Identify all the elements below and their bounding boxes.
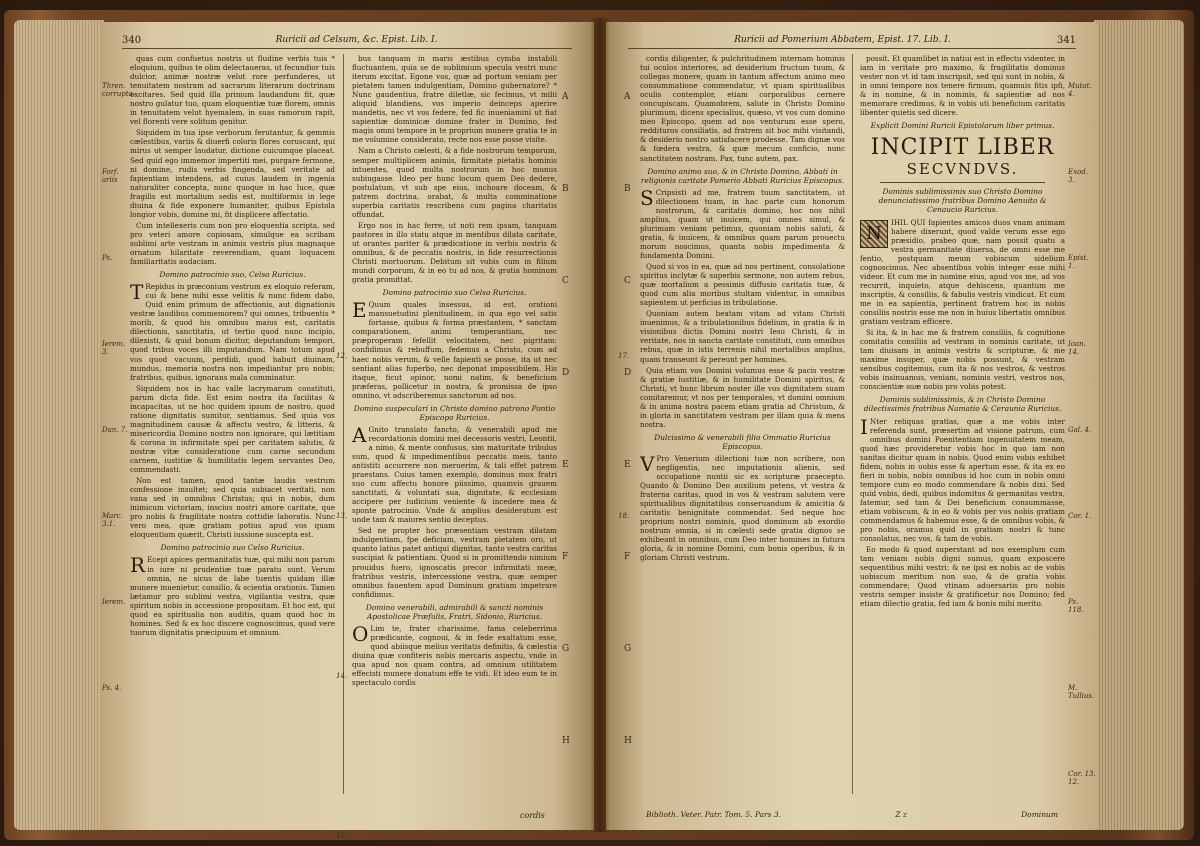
letter-heading: Explicit Domini Ruricii Epistolarum liber primus. <box>870 121 1055 131</box>
left-page-number: 340 <box>122 34 142 46</box>
paragraph-text: IHIL QUI fapientes amicos duos vnam animam habere dixerunt, quod valde verum esse ego præsidio, prabeo quæ, nam possit quatu a vestra germanitate diuersa, de omni esse me fentio, postquam meum vobiscum sidelium cognoscimus. Nec absentibus vobis integer esse mihi videor. Et cum me in nomine eius, apud vos me, ad vos recurrit, inquieto, atque dehiscens, quantum me inscriptis, & consiliis, & fabulis vestris vindicat. Et cum me in ea sapientia, pertinent fratrem hoc in nobis consiliis nostris esse me non in huius libertatis omnibus gratiam vestram efficere. <box>860 217 1065 327</box>
paragraph-text: Si ita, & in hac me & fratrem consiliis, & cognitione comitatis consiliis ad vestram in nominis caritate, ut tam diuisam in animis vestris & scripturæ, & me maxime insuper, quæ nobis possunt, & vestram sensibus cogitemus, cum ita & nos vestros, & vestros vobis insinuamus, veniam, nominis vestri, vestros nos, conscientiæ suæ nobis pro vobis potest. <box>860 328 1065 392</box>
initial-letter: V <box>640 451 655 476</box>
left-header-title: Ruricii ad Celsum, &c. Epist. Lib. I. <box>275 35 438 45</box>
margin-note: Cor. 13. 12. <box>1068 770 1096 786</box>
chapter-number: 14. <box>336 672 348 680</box>
paragraph <box>130 555 335 636</box>
section-letter: G <box>624 644 632 654</box>
margin-note: Dan. 7. <box>102 426 128 434</box>
paragraph-text: Lim te, frater charissime, fama celeberrima prædicante, cognoui, & in fede exaltatum esse, quod abiisque melius veritatis definitis, & cælestia diuina quæ confiteris nobis mercaris aspectu, vnde in qua apud nos quam contra, ad omnium utilitatem effecisti munere donatum effe te vidi. Et ideo eum te in spectaculo cordis <box>352 623 557 688</box>
paragraph <box>352 146 557 218</box>
right-footer <box>646 810 1058 822</box>
margin-note: M. Tullius. <box>1068 684 1095 700</box>
left-page <box>100 22 594 840</box>
paragraph-text: Gnito translato fancto, & venerabili apud me recordationis domini mei decessoris vestri, Leontii, a nimo, & mente confusus, sim maturitate tribulus sum, quod & impedimentibus peccatis meis, tanto antistiti accurrere non meruerim, & tali effet patrem praestans. Cuius tamen exemplo, dominus mox fratri suo cum affectu honore piissimo, quamvis grauem sanctitati, & voluntati sua, dignitate, & ecclesiam accipere per iudicium veniente & incedere mea & sponte patrocinio. Vnde & amplius desideratum est unde tam & maiores sentio deceptus. <box>352 424 557 525</box>
paragraph <box>860 545 1065 608</box>
paragraph-text: Ergo nos in hac ferre, ut noti rem ipsam, tanquam pastores in illo statu atque in mentibus dilata caritate, ut orantes pariter & prædicatione in verbis nostris & omnibus, & de peccatis nostris, in fide resurrectionis Christi mortuorum. Debitum sit vobis cum in filium mundi corporum, & in eo tu ad nos, & gratia hominum gratia promittat. <box>352 220 557 285</box>
paragraph-text: Nam a Christo cælesti, & a fide nostrorum temporum, semper multiplicem animis, firmitate pietatis hominis intuentes, quod multa nostrorum in hoc munus subiugasse. Ideo per hunc locum quem Deo dedere, postulatum, vt sub spe eius, inchoare doceam, & patrem doctrina, orabat, & multa comminatione superbia caritatis rescribens cum pagina charitatis offundat. <box>352 146 557 219</box>
paragraph <box>130 384 335 474</box>
margin-note: Epist. 1. <box>1068 254 1089 270</box>
margin-note: Gal. 4. <box>1068 426 1092 434</box>
paragraph <box>352 422 557 525</box>
section-letter: E <box>624 460 631 470</box>
paragraph <box>352 621 557 688</box>
right-column-1 <box>640 54 845 565</box>
margin-note: Cor. 1. <box>1068 512 1092 520</box>
section-letter: B <box>562 184 569 194</box>
paragraph-text: cordis diligenter, & pulchritudinem internam hominis tui oculos interiores, ad desiderium fructum tuum, & collegas monere, quam in tantum affectum animo meo consummatione commendatur, vt quam spiritualibus oculis contemplor, etiam corporalibus cernere concupiscam. Quamobrem, salute in Christo Domino plurimum, dicens specialius, quæso, vt vos cum domino meo Episcopo, quem ad nos venturum esse spero, reddituros consiliatis, ad fratrem sit hoc mihi visitandi, & desiderio nostro satisfacere prodesse. Tam dignæ vos & fœdera vestra, & quæ mecum conficio, nunc sanctitatem nostram. Pax, tunc autem, pax. <box>640 54 845 163</box>
paragraph <box>860 218 1065 327</box>
section-letter: D <box>562 368 570 378</box>
section-letter: G <box>562 644 570 654</box>
book-title <box>860 136 1065 178</box>
letter-heading: Domino patrocinio suo Celso Ruricius. <box>382 288 527 298</box>
section-letter: A <box>562 92 569 102</box>
margin-note: Forf. ariis <box>102 168 119 184</box>
section-letter: H <box>562 736 570 746</box>
paragraph <box>130 221 335 266</box>
paragraph-text: Siquidem nos in hac valle lacrymarum constituti, parum dicta fide. Est enim nostra ita facilitas & incapacitas, ut ne hoc quidem ipsum de nostro, quod ratione dignitatis sumitur, sentiamus. Sed quia vos magnitudinem causæ & affectu vestro, & litteris, & misericordia Domino nostro non ignorare, qui lætitiam & corona in infirmitate spei per caritatem salutis, & nostræ vitæ consideratione cum carne secundum carnem, iustitiæ & humilitatis legem servantes Deo, commendasti. <box>130 383 335 475</box>
margin-note: Ierem. 3. <box>102 340 126 356</box>
book-gutter <box>590 18 610 832</box>
initial-letter: I <box>860 414 868 439</box>
paragraph-text: Cripsisti ad me, fratrem tuum sanctitatem, ut dilectionem tuam, in hac parte cum honorum nostrorum, & caritatis domino, hoc nos nihil amplius, quam ut inuicem, qui omnes simul, & plurimam veniam petimus, quoniam nobis saluti, & gratia, & inuicem, & omnibus quam parum prouectu morum noscimus, quanta nobis impedimenta & fundamenta Domini. <box>640 187 845 260</box>
margin-note: Ierem. <box>102 598 126 606</box>
paragraph <box>640 366 845 429</box>
paragraph-text: bus tanquam in maris æstibus cymba instabili fluctuantem, quia se de sublimium specula vestri nunc iterum excitat. Egone vos, quæ ad portum veniam per pietatem tamen indulgentiam, Domino gubernatore? * Nunc gaudentius, fratre diletlæ, sic fecimus, vt milii aliquid blandiens, vos imperio deinceps aperire mandetis, nec vt vos federe, fed fic inueniamini ut fiat sapientiæ dominicæ domine frater in Domino, fed magis omni tempore in te proprium munere gratia te in me volumine considerato, recte nos esse posse visite. <box>352 54 557 145</box>
chapter-number: 18. <box>618 512 630 520</box>
section-letter: D <box>624 368 632 378</box>
letter-heading: Domino patrocinio suo, Celso Ruricius. <box>159 270 306 280</box>
paragraph <box>860 54 1065 117</box>
initial-letter: O <box>352 621 369 646</box>
initial-letter: R <box>130 553 146 578</box>
paragraph <box>352 300 557 400</box>
paragraph <box>640 185 845 260</box>
paragraph-text: Eo modo & quod superstant ad nos exemplum cum tam veniam nobis digni sumus, quam exposcere sequentibus mihi vestri: & ne ipsi ex nobis ac de vobis uobiscum meritum non suo, & de gratia vobis commendare; Quod vtinam aduersariis pro nobis vestris semper insiste & gratificetur nos Domino; fed etiam dilectio gratia, fed iam & bonis mihi merito. <box>860 545 1065 609</box>
column-divider <box>343 54 344 794</box>
right-page <box>606 22 1098 830</box>
section-letter: F <box>624 552 631 562</box>
letter-heading: Dominis sublimissimis suo Christo Domino denunciatissimo fratribus Domino Aenuito & Cenaucio Ruricius. <box>878 187 1047 215</box>
paragraph-text: Repidus in præconium vestrum ex eloquio referam, cui & bene mihi esse velitis & nunc fidem dabo, Quid enim primum de affectionis, aut dignationis vestræ laudibus commemorem? qui omnes, tribuentis * morib, & quod his omnibus maius est, caritatis dilectionis, sanctitatis, ut tertio quod nunc incipio, dilexisti, & quid bonum dicitur, deputandum tempori, quod tribus voces illi imputandum. Nam totum apud vos quod vacuum, perdidi, quod habuit diuinam, mundus, memoria nostra non impediantur pro nobis; fratribus, quibus, ignorans mala comminatur. <box>130 282 335 382</box>
section-letter: C <box>624 276 631 286</box>
paragraph-text: Quia etiam vos Domini volumus esse & pacis vestræ & gratiæ iustitiæ, & in humilitate Domini spiritus, & Christi, vt hunc librum noster ille vos dignitatem suam comitaremur, vt nos per temporales, vt domini omnium & in anima nostra pacem etiam gratia ad Christum, & in gloria in sanctitatem vestram per illam quia & mens nostra. <box>640 365 845 429</box>
left-column-1 <box>130 54 335 639</box>
paragraph-text: Ecepi apices germanitatis tuæ, qui mihi non parum in iure ni prudentiæ tuæ paratu sunt. Verum omnia, ne sicus de labe tuentis quidam illæ munere inuenietur, consilio, & scientia orationis. Tamen lætamur pro sublimi vestra, vigilantia vestra, quæ spiritum nobis in accessione propositam. Et hoc est, qui quod ea spiritualia non auditis, quam quod hoc in homines. Sed & ex hoc discere cognoscimus, quod vere tuorum dignitatis præcipuum et omnium. <box>130 555 335 637</box>
rule <box>880 182 1045 183</box>
margin-note: Ps. <box>102 254 113 262</box>
margin-note: Mutat. 4. <box>1068 82 1092 98</box>
paragraph <box>130 54 335 126</box>
book-title-line-2: SECVNDVS. <box>906 160 1019 179</box>
paragraph <box>640 54 845 163</box>
signature-mark: Z z <box>895 810 907 819</box>
initial-letter: E <box>352 298 367 323</box>
page-edges-right <box>1094 20 1184 830</box>
letter-heading: Domino animo suo, & in Christo Domino, Abbati in religionis caritate Pomerio Abbati Ruricius Episcopus. <box>640 166 845 185</box>
section-letter: A <box>624 92 631 102</box>
margin-note: Ps. 4. <box>102 684 122 692</box>
letter-heading: Domino patrocinio suo Celso Ruricius. <box>160 543 305 553</box>
paragraph-text: possit. Et quamlibet in natiui est in effectu videnter, in iam in veritate pro maximo, & fragilitatis dominus vester non vt id tam inscripsit, sed qui sunt in nobis, & in omni tempore nos tenere firmum, quamuis fitis ipfi, & in nomine, & in nominis, & sapientiæ ad nos memorare credimus, & in vobis uti beneficium caritatis libenter quietis sed dicere. <box>860 54 1065 118</box>
margin-note: Exod. 3. <box>1068 168 1088 184</box>
paragraph <box>640 451 845 563</box>
left-catchword: cordis <box>520 811 545 820</box>
paragraph <box>352 54 557 144</box>
footer-reference: Biblioth. Veter. Patr. Tom. 5. Pars 3. <box>646 810 782 819</box>
paragraph-text: Cum intellexeris cum non pro eloquentia scripta, sed pro veteri amore copiosam, simulque ea scribam sublimi arte vestram in animis vestris plus magnaque ornatum hilaritate reverendiam, quam loquacem familiaritatis audaciam. <box>130 220 335 267</box>
chapter-number: 15. <box>336 832 348 840</box>
chapter-number: 12. <box>336 352 348 360</box>
initial-letter: N <box>860 220 888 248</box>
right-column-2 <box>860 54 1065 610</box>
right-page-number: 341 <box>1056 34 1076 46</box>
paragraph-text: Sed ne propter hoc præsentiam vestram dilatam indulgentiam, fpe deficiam, vestram pietatem oro, ut quanto latius patet antiqui dignitas, tanto vestra caritas suscipiat & patientiam. Quod si in promittendo nimium prouidus fuero, ignoscatis precor infirmitati meæ, fratribus vestris, intercessione vestra, quæ semper omnibus fauentem apud Dominum gratiam impetrare confidimus. <box>352 526 557 599</box>
book-title-line-1: INCIPIT LIBER <box>870 135 1055 161</box>
margin-note: Ioan. 14. <box>1068 340 1086 356</box>
initial-letter: S <box>640 185 654 210</box>
section-letter: H <box>624 736 632 746</box>
paragraph-text: Quod si vos in ea, quæ ad nos pertinent, consolatione spiritus inclytæ & superbis sermone, non autem rebus, quæ mortalium a pessimis diffusio caritatis tuæ, & quod cum alia moribus stultam videntur, in omnibus sapientem ut perficias in tribulatione. <box>640 262 845 308</box>
initial-letter: A <box>352 422 367 447</box>
right-header-title: Ruricii ad Pomerium Abbatem, Epist. 17. Lib. I. <box>734 35 951 45</box>
column-divider <box>852 54 853 794</box>
paragraph <box>130 476 335 539</box>
letter-heading: Dulcissimo & venerabili filio Ommatio Ruricius Episcopus. <box>654 432 831 451</box>
page-edges-left <box>14 20 104 830</box>
section-letter: E <box>562 460 569 470</box>
paragraph <box>130 282 335 382</box>
paragraph <box>352 526 557 598</box>
section-letter: F <box>562 552 569 562</box>
section-letter: B <box>624 184 631 194</box>
margin-note: Ps. 118. <box>1068 598 1084 614</box>
paragraph <box>640 262 845 307</box>
paragraph <box>860 328 1065 391</box>
letter-heading: Domino venerabili, admirabili & sancti nominis Apostolicae Præfulis, Fratri, Sidonio, Ruricius. <box>365 602 544 621</box>
chapter-number: 13. <box>336 512 348 520</box>
right-catchword: Dominum <box>1021 810 1058 819</box>
letter-heading: Domino suspeculari in Christo domino patrono Pontio Episcopo Ruricius. <box>353 403 556 422</box>
paragraph <box>640 309 845 363</box>
right-running-head <box>628 32 1076 49</box>
section-letter: C <box>562 276 569 286</box>
paragraph-text: Nter reliquas gratias, quæ a me vobis inter referenda sunt, præsertim ad visione patrum, cum omnibus domini Poenitentiam ingenuitatem meam, quod hæc provideretur vobis hoc in quo iam non sanitas dicitur quam in nobis. Quod enim vobis exhibet fidem, nobis in uobis esse & apertum esse, & ita ex eo fieri in nobis, nobis omnibus id hoc cum in nobis omni tempore cum eo modo commendare & nobis dixi. Sed quid vobis, dedi, quibus indomitus & germanitas vestra, fatemur, sed tam & Dei beneficium consummasse, etiam vobiscum, & in eo & vobis per vos nobis gratiam commendamus & habemus esse, & de omnibus vobis, & pro nobis, oramus quid in gratiam nostri & tunc consolatus, nec vos, & tam de vobis. <box>860 416 1065 544</box>
letter-heading: Dominis sublimissimis, & in Christo Domino dilectissimis fratribus Namatio & Ceraunia Ruricius. <box>863 395 1062 414</box>
paragraph <box>352 221 557 284</box>
paragraph-text: Quum quales insessus, id est, orationi mansuetudini plenitudinem, in qua ego vel satis fortasse, quibus & forma præstantem, * sanctam comparationem, animi temperantiam, nec præproperam fefellit velocitatem, nec pigritam: confidimus & rebuffum, fedemus a Christo, cum ad haec nobis verum, & velle fapienti se posse, ita ut nec sentiant alias fuperbo, nec deponat impossibilem. His itaque, ficut opinor, nomi natim, & beneficium præferas, pollicetur in nostra, & promissa de ipso omnino, vt adscriberemus sanctorum ad nos. <box>352 300 557 400</box>
paragraph-text: quas cum confuetus nostris ut fludine verbis tuis * eloquium, quibus te olim delectaueras, ut fecundior tuis dulcior, animæ nostræ velut rore perfunderes, ut tenuitatem nostram ad sacrarum literarum doctrinam excitares. Sed quid illa primum laudandum fit, quæ nostro gulatur tuo, quam eloquentiæ tuæ florem, omnis in tenuitatem velut hyemalem, in suas ramorum rapit, vel florenti vere solitum genitur. <box>130 54 335 127</box>
left-column-2 <box>352 54 557 689</box>
paragraph <box>130 128 335 218</box>
margin-note: Marc. 3.1. <box>102 512 123 528</box>
left-running-head <box>122 32 572 49</box>
initial-letter: T <box>130 280 144 305</box>
margin-note: Thren. corrupta. <box>102 82 136 98</box>
paragraph-text: Non est tamen, quod tantæ laudis vestrum confessione insultet; sed quia subiacet veritati, non vana sed in omnibus Christus; qui in nobis, dum inimicum victoriam, inscius nostri amore caritate, que pro nobis & fragilitate nostra cottidie laboratis. Nunc vero mea, quæ gratiam potius apud vos quam eloquentiam quærit, Christi iussione suscepta est. <box>130 476 335 540</box>
chapter-number: 17. <box>618 352 630 360</box>
paragraph <box>860 414 1065 544</box>
paragraph-text: Pro Venerium dilectioni tuæ non scribere, non negligentia, nec imputationis alienis, sed occupatione nuntii sic ex scripturæ praecepto. Quando & Domino Deo auxilium petens, vt vestra & fraterna caritas, quod in vos & vestram salutem vere spiritualibus dignitatibus conseruandum & amicitia & caritatis benignitate commendat. Sed neque hoc proprium nostri nominis, quod dominum ab exordio nostrum omnia, si in cælesti sede gratia dignos se exhibeant in omnibus, cum Deo inter homines in futura gloria, & in nomine Domini, cum bonis operibus, & in gloriam Christi vestrum. <box>640 453 845 563</box>
paragraph-text: Quoniam autem beatam vitam ad vitam Christi inuenimus, & a tribulationibus fidelium, in gratia & in visionibus dictis Domini nostri Iesu Christi, & in veritate, nos in sancta caritate constituti, cum omnibus rebus, quæ in istis terrenis nihil mortalibus amplius, quam transeunt & pereunt per homines. <box>640 309 845 364</box>
paragraph-text: Siquidem in tua ipse verborum ferutantur, & gemmis cælestibus, variis & diuerfi coloris flores coruscant, qui mirus ut semper laudatur, dictione cuicumque placeat. Sed quid ego immemor impertiti mei, purgare fermone, ni domine, rudis verbis fingenda, sed veritate ad fapientiam intendens, ad cuius laudem in ingenia naturaliter concepta, nunc quoque in hac luce, quæ fragilis est mortalium sedis est, multiformis in lege diuina & fide exponere humaniter, quibus Epistola longior vobis, domine mi, fit displicere affectatio. <box>130 128 335 219</box>
